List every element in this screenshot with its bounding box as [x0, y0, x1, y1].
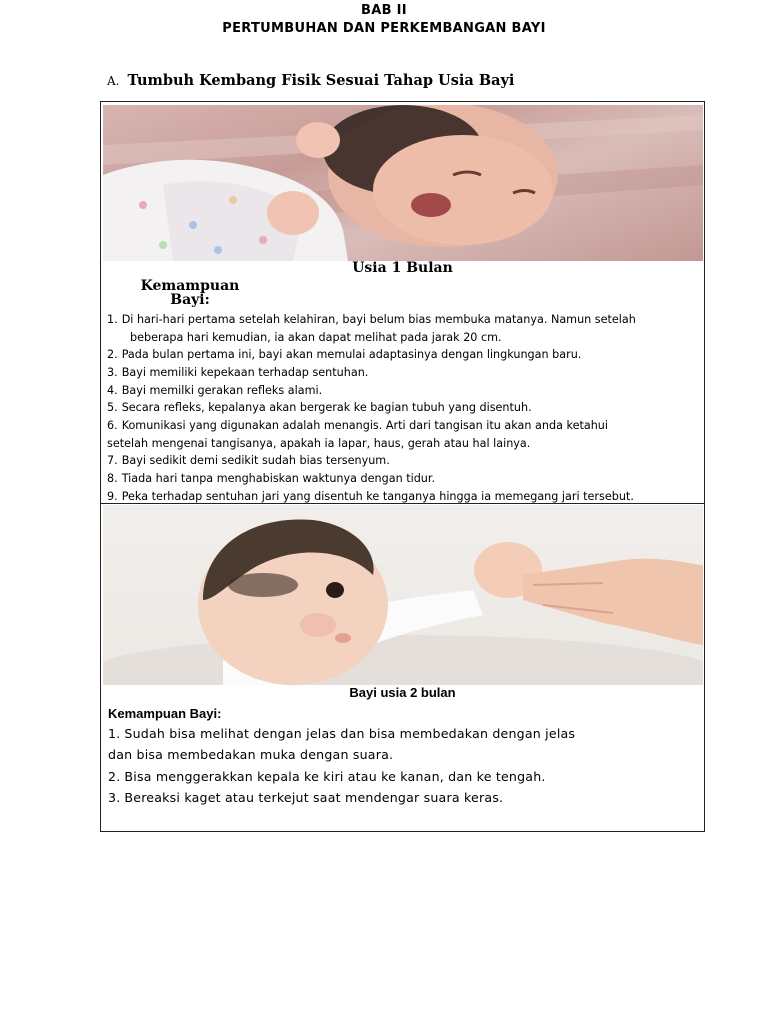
- list-item: 5. Secara refleks, kepalanya akan bergerak ke bagian tubuh yang disentuh.: [107, 401, 532, 414]
- list-item: dan bisa membedakan muka dengan suara.: [108, 747, 394, 762]
- list-item: 3. Bereaksi kaget atau terkejut saat mendengar suara keras.: [108, 790, 504, 805]
- list-item: 1. Sudah bisa melihat dengan jelas dan bisa membedakan dengan jelas: [108, 726, 576, 741]
- list-item: 8. Tiada hari tanpa menghabiskan waktunya dengan tidur.: [107, 472, 436, 485]
- section-title: Tumbuh Kembang Fisik Sesuai Tahap Usia Bayi: [127, 72, 515, 89]
- list-item: 4. Bayi memilki gerakan refleks alami.: [107, 384, 323, 397]
- content-table: [100, 101, 705, 832]
- list-item: beberapa hari kemudian, ia akan dapat melihat pada jarak 20 cm.: [130, 331, 502, 344]
- list-item: 9. Peka terhadap sentuhan jari yang disentuh ke tanganya hingga ia memegang jari tersebut.: [107, 490, 634, 503]
- chapter-title: PERTUMBUHAN DAN PERKEMBANGAN BAYI: [222, 21, 546, 36]
- list-item: 7. Bayi sedikit demi sedikit sudah bias tersenyum.: [107, 454, 390, 467]
- list-item: 2. Bisa menggerakkan kepala ke kiri atau ke kanan, dan ke tengah.: [108, 769, 546, 784]
- ability-label: [120, 279, 260, 307]
- ability-label-line2: Bayi:: [170, 292, 210, 308]
- section-heading: [107, 72, 514, 89]
- list-item: 3. Bayi memiliki kepekaan terhadap sentuhan.: [107, 366, 369, 379]
- baby-holding-finger-photo: [103, 505, 703, 685]
- crying-newborn-photo: [103, 105, 703, 261]
- list-item: 2. Pada bulan pertama ini, bayi akan memulai adaptasinya dengan lingkungan baru.: [107, 348, 582, 361]
- row-divider: [101, 503, 704, 504]
- chapter-label: BAB II: [361, 3, 407, 18]
- photo-caption: Bayi usia 2 bulan: [349, 685, 456, 700]
- ability-label: Kemampuan Bayi:: [108, 706, 222, 721]
- ability-label-line1: Kemampuan: [140, 278, 240, 294]
- list-item: 6. Komunikasi yang digunakan adalah menangis. Arti dari tangisan itu akan anda ketahui: [107, 419, 609, 432]
- section-letter: A.: [107, 74, 120, 88]
- age-title: Usia 1 Bulan: [352, 260, 453, 276]
- list-item: setelah mengenai tangisanya, apakah ia lapar, haus, gerah atau hal lainya.: [107, 437, 531, 450]
- list-item: 1. Di hari-hari pertama setelah kelahiran, bayi belum bias membuka matanya. Namun setelah: [107, 313, 636, 326]
